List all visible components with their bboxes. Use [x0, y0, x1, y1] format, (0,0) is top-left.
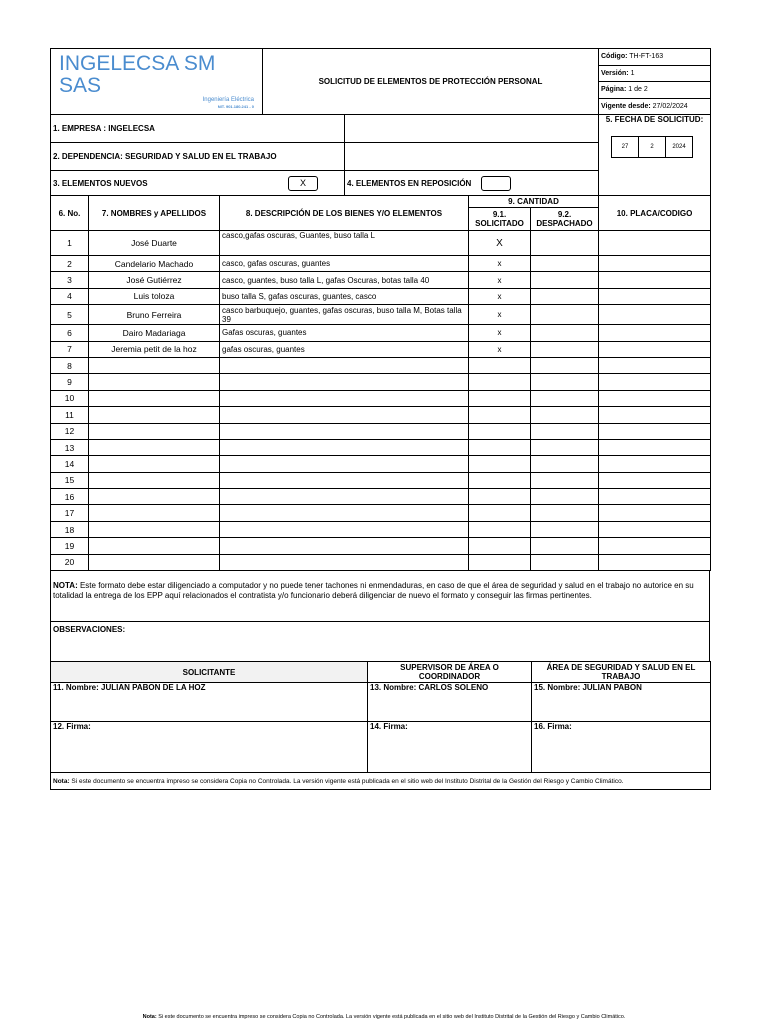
company-logo: INGELECSA SM SAS — [59, 52, 216, 97]
firma-area[interactable]: 16. Firma: — [532, 722, 711, 773]
row-placa[interactable] — [599, 325, 711, 341]
table-row — [51, 538, 711, 554]
row-placa[interactable] — [599, 390, 711, 406]
nombre-supervisor[interactable]: 13. Nombre: CARLOS SOLENO — [368, 683, 532, 722]
row-despachado[interactable] — [531, 231, 599, 256]
row-placa[interactable] — [599, 521, 711, 537]
row-name[interactable] — [89, 407, 220, 423]
row-placa[interactable] — [599, 423, 711, 439]
row-description[interactable]: casco, guantes, buso talla L, gafas Oscuras, botas talla 40 — [220, 272, 469, 288]
fecha-cell — [599, 115, 711, 196]
row-description[interactable] — [220, 439, 469, 455]
row-number: 9 — [51, 374, 89, 390]
table-row — [51, 390, 711, 406]
row-despachado[interactable] — [531, 341, 599, 357]
row-number: 4 — [51, 288, 89, 304]
row-despachado[interactable] — [531, 305, 599, 325]
row-description[interactable] — [220, 521, 469, 537]
row-description[interactable]: buso talla S, gafas oscuras, guantes, casco — [220, 288, 469, 304]
row-description[interactable]: casco, gafas oscuras, guantes — [220, 256, 469, 272]
row-number: 12 — [51, 423, 89, 439]
row-name[interactable]: Candelario Machado — [89, 256, 220, 272]
row-description[interactable] — [220, 423, 469, 439]
row-placa[interactable] — [599, 374, 711, 390]
codigo-cell: Código: TH-FT-163 — [599, 49, 711, 66]
row-solicitado[interactable] — [469, 407, 531, 423]
row-solicitado[interactable] — [469, 554, 531, 570]
col-desc-header: 8. DESCRIPCIÓN DE LOS BIENES Y/O ELEMENTOS — [220, 196, 469, 231]
row-number: 2 — [51, 256, 89, 272]
row-despachado[interactable] — [531, 256, 599, 272]
document-title: SOLICITUD DE ELEMENTOS DE PROTECCIÓN PERSONAL — [263, 49, 599, 115]
row-name[interactable] — [89, 538, 220, 554]
items-body — [51, 231, 711, 571]
row-despachado[interactable] — [531, 538, 599, 554]
row-despachado[interactable] — [531, 423, 599, 439]
reposicion-cell — [345, 171, 599, 196]
table-row — [51, 456, 711, 472]
logo-subtitle: Ingeniería Eléctrica — [202, 97, 254, 103]
row-number: 13 — [51, 439, 89, 455]
version-value: 1 — [630, 69, 635, 77]
solicitante-header: SOLICITANTE — [51, 662, 368, 683]
row-despachado[interactable] — [531, 374, 599, 390]
row-number: 18 — [51, 521, 89, 537]
table-row — [51, 357, 711, 373]
nota-table — [50, 570, 710, 662]
row-despachado[interactable] — [531, 521, 599, 537]
row-placa[interactable] — [599, 505, 711, 521]
form-document — [50, 48, 710, 790]
row-solicitado[interactable] — [469, 357, 531, 373]
row-number: 20 — [51, 554, 89, 570]
fecha-mes[interactable]: 2 — [639, 136, 666, 158]
row-placa[interactable] — [599, 231, 711, 256]
logo-cell — [51, 49, 263, 115]
row-description[interactable] — [220, 374, 469, 390]
fecha-label: 5. FECHA DE SOLICITUD: — [605, 115, 704, 124]
row-placa[interactable] — [599, 305, 711, 325]
col-nombre-header: 7. NOMBRES y APELLIDOS — [89, 196, 220, 231]
row-placa[interactable] — [599, 472, 711, 488]
table-row — [51, 472, 711, 488]
table-row — [51, 505, 711, 521]
row-placa[interactable] — [599, 272, 711, 288]
row-description[interactable] — [220, 357, 469, 373]
row-description[interactable]: casco,gafas oscuras, Guantes, buso talla L — [220, 231, 469, 256]
row-number: 11 — [51, 407, 89, 423]
row-name[interactable] — [89, 521, 220, 537]
table-row — [51, 288, 711, 304]
table-row — [51, 521, 711, 537]
nombre-area[interactable]: 15. Nombre: JULIAN PABON — [532, 683, 711, 722]
row-solicitado[interactable] — [469, 439, 531, 455]
row-solicitado[interactable] — [469, 505, 531, 521]
table-row — [51, 407, 711, 423]
row-number: 15 — [51, 472, 89, 488]
col-placa-header: 10. PLACA/CODIGO — [599, 196, 711, 231]
row-solicitado[interactable] — [469, 456, 531, 472]
empresa-field: 1. EMPRESA : INGELECSA — [51, 115, 345, 143]
row-placa[interactable] — [599, 538, 711, 554]
row-solicitado[interactable] — [469, 538, 531, 554]
row-description[interactable] — [220, 472, 469, 488]
table-row — [51, 231, 711, 256]
row-placa[interactable] — [599, 288, 711, 304]
row-description[interactable] — [220, 505, 469, 521]
col-despachado-header: 9.2. DESPACHADO — [531, 208, 599, 231]
row-solicitado[interactable]: x — [469, 288, 531, 304]
fecha-anio[interactable]: 2024 — [666, 136, 693, 158]
row-name[interactable] — [89, 390, 220, 406]
row-name[interactable] — [89, 439, 220, 455]
row-number: 3 — [51, 272, 89, 288]
row-name[interactable] — [89, 554, 220, 570]
table-row — [51, 489, 711, 505]
observaciones-field[interactable]: OBSERVACIONES: — [51, 622, 710, 662]
row-placa[interactable] — [599, 357, 711, 373]
row-number: 5 — [51, 305, 89, 325]
codigo-value: TH-FT-163 — [629, 53, 664, 61]
row-number: 8 — [51, 357, 89, 373]
nuevos-label: 3. ELEMENTOS NUEVOS — [53, 178, 148, 188]
nota-text: Este formato debe estar diligenciado a computador y no puede tener tachones ni enmendaduras, en caso de que el área de seguridad y salud en el trabajo no autorice en su totalidad la entrega de los EPP aquí relacionados el contratista y/o funcionario deberá diligenciar de nuevo el formato y conseguir las firmas pertinentes. — [53, 581, 694, 601]
row-despachado[interactable] — [531, 489, 599, 505]
row-description[interactable]: gafas oscuras, guantes — [220, 341, 469, 357]
row-name[interactable] — [89, 374, 220, 390]
row-placa[interactable] — [599, 439, 711, 455]
row-name[interactable] — [89, 489, 220, 505]
row-solicitado[interactable]: x — [469, 305, 531, 325]
table-row — [51, 256, 711, 272]
row-despachado[interactable] — [531, 390, 599, 406]
row-placa[interactable] — [599, 554, 711, 570]
row-solicitado[interactable] — [469, 374, 531, 390]
row-solicitado[interactable] — [469, 472, 531, 488]
row-despachado[interactable] — [531, 407, 599, 423]
table-row — [51, 423, 711, 439]
nuevos-cell — [51, 171, 345, 196]
row-number: 19 — [51, 538, 89, 554]
row-number: 6 — [51, 325, 89, 341]
row-placa[interactable] — [599, 456, 711, 472]
row-name[interactable]: José Gutiérrez — [89, 272, 220, 288]
version-cell: Versión: 1 — [599, 65, 711, 82]
row-solicitado[interactable]: x — [469, 341, 531, 357]
row-name[interactable]: José Duarte — [89, 231, 220, 256]
row-name[interactable] — [89, 456, 220, 472]
firmas-table — [50, 661, 711, 790]
col-cantidad-header: 9. CANTIDAD — [469, 196, 599, 208]
header-table — [50, 48, 711, 115]
row-description[interactable] — [220, 554, 469, 570]
row-name[interactable]: Bruno Ferreira — [89, 305, 220, 325]
reposicion-checkbox[interactable] — [481, 176, 511, 191]
row-number: 17 — [51, 505, 89, 521]
page-footer-note: Nota: Si este documento se encuentra impreso se considera Copia no Controlada. La versión vigente está publicada en el sitio web del Instituto Distrital de la Gestión del Riesgo y Cambio Climático. — [142, 1014, 626, 1020]
row-despachado[interactable] — [531, 439, 599, 455]
row-despachado[interactable] — [531, 272, 599, 288]
row-name[interactable]: Dairo Madariaga — [89, 325, 220, 341]
firma-solicitante[interactable]: 12. Firma: — [51, 722, 368, 773]
firma-supervisor[interactable]: 14. Firma: — [368, 722, 532, 773]
row-number: 16 — [51, 489, 89, 505]
row-number: 7 — [51, 341, 89, 357]
row-description[interactable] — [220, 390, 469, 406]
row-despachado[interactable] — [531, 288, 599, 304]
row-solicitado[interactable] — [469, 489, 531, 505]
row-solicitado[interactable]: x — [469, 325, 531, 341]
table-row — [51, 305, 711, 325]
vigente-cell: Vigente desde: 27/02/2024 — [599, 98, 711, 115]
row-solicitado[interactable]: x — [469, 272, 531, 288]
items-table — [50, 195, 711, 571]
row-solicitado[interactable]: X — [469, 231, 531, 256]
row-despachado[interactable] — [531, 554, 599, 570]
row-name[interactable]: Jeremia petit de la hoz — [89, 341, 220, 357]
row-name[interactable] — [89, 505, 220, 521]
reposicion-label: 4. ELEMENTOS EN REPOSICIÓN — [347, 178, 472, 188]
row-placa[interactable] — [599, 489, 711, 505]
table-row — [51, 341, 711, 357]
table-row — [51, 439, 711, 455]
supervisor-header: SUPERVISOR DE ÁREA O COORDINADOR — [368, 662, 532, 683]
table-row — [51, 554, 711, 570]
row-description[interactable] — [220, 407, 469, 423]
row-placa[interactable] — [599, 407, 711, 423]
row-despachado[interactable] — [531, 505, 599, 521]
vigente-value: 27/02/2024 — [652, 102, 688, 110]
col-no-header: 6. No. — [51, 196, 89, 231]
row-description[interactable] — [220, 538, 469, 554]
row-placa[interactable] — [599, 341, 711, 357]
row-placa[interactable] — [599, 256, 711, 272]
nombre-solicitante[interactable]: 11. Nombre: JULIAN PABON DE LA HOZ — [51, 683, 368, 722]
row-despachado[interactable] — [531, 325, 599, 341]
row-despachado[interactable] — [531, 357, 599, 373]
row-solicitado[interactable] — [469, 521, 531, 537]
row-description[interactable] — [220, 456, 469, 472]
pagina-value: 1 de 2 — [628, 86, 648, 94]
row-name[interactable] — [89, 357, 220, 373]
col-solicitado-header: 9.1. SOLICITADO — [469, 208, 531, 231]
table-row — [51, 272, 711, 288]
table-row — [51, 374, 711, 390]
row-despachado[interactable] — [531, 472, 599, 488]
row-number: 14 — [51, 456, 89, 472]
row-description[interactable]: Gafas oscuras, guantes — [220, 325, 469, 341]
nota-copia-cell: Nota: Si este documento se encuentra impreso se considera Copia no Controlada. La versión vigente está publicada en el sitio web del Instituto Distrital de la Gestión del Riesgo y Cambio Climático. — [51, 773, 711, 790]
row-name[interactable] — [89, 472, 220, 488]
pagina-cell: Página: 1 de 2 — [599, 82, 711, 99]
nota-copia-text: Si este documento se encuentra impreso se considera Copia no Controlada. La versión vigente está publicada en el sitio web del Instituto Distrital de la Gestión del Riesgo y Cambio Climático. — [69, 777, 624, 785]
area-header: ÁREA DE SEGURIDAD Y SALUD EN EL TRABAJO — [532, 662, 711, 683]
fecha-dia[interactable]: 27 — [611, 136, 639, 158]
row-solicitado[interactable]: x — [469, 256, 531, 272]
row-description[interactable]: casco barbuquejo, guantes, gafas oscuras, buso talla M, Botas talla 39 — [220, 305, 469, 325]
row-number: 1 — [51, 231, 89, 256]
row-solicitado[interactable] — [469, 423, 531, 439]
row-description[interactable] — [220, 489, 469, 505]
row-name[interactable] — [89, 423, 220, 439]
row-despachado[interactable] — [531, 456, 599, 472]
row-solicitado[interactable] — [469, 390, 531, 406]
dependencia-field: 2. DEPENDENCIA: SEGURIDAD Y SALUD EN EL TRABAJO — [51, 143, 345, 171]
row-name[interactable]: Luis toloza — [89, 288, 220, 304]
nota-cell: NOTA: Este formato debe estar diligenciado a computador y no puede tener tachones ni enmendaduras, en caso de que el área de seguridad y salud en el trabajo no autorice en su totalidad la entrega de los EPP aquí relacionados el contratista y/o funcionario deberá diligenciar de nuevo el formato y conseguir las firmas pertinentes. — [51, 571, 710, 622]
table-row — [51, 325, 711, 341]
nuevos-checkbox[interactable]: X — [288, 176, 318, 191]
logo-nit: NIT. 901.180.241 - 0 — [217, 104, 254, 109]
row-number: 10 — [51, 390, 89, 406]
info-table — [50, 114, 711, 196]
